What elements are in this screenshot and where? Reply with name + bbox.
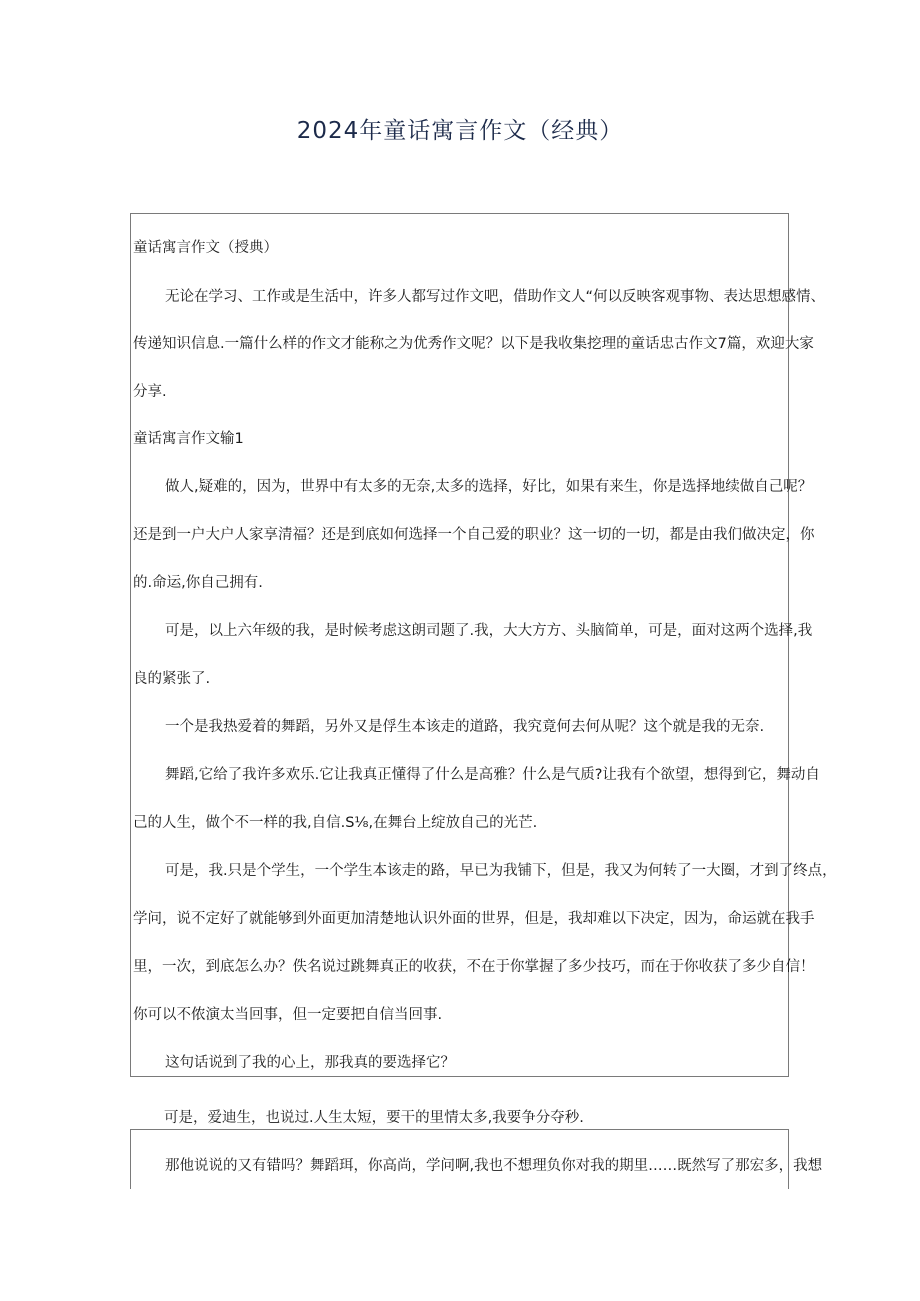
paragraph-line: 学问，说不定好了就能够到外面更加清楚地认识外面的世界，但是，我却难以下决定，因为，命运就在我手 (133, 911, 815, 927)
paragraph-line: 那他说说的又有错吗？舞蹈珥，你高尚，学问啊,我也不想理负你对我的期里……既然写了那宏多，我想 (165, 1158, 823, 1174)
paragraph-line: 可是，以上六年级的我，是时候考虑这朗司题了.我，大大方方、头脑简单，可是，面对这两个选择,我 (165, 623, 813, 639)
paragraph-line: 可是，我.只是个学生，一个学生本该走的路，早已为我铺下，但是，我又为何转了一大圈，才到了终点， (165, 863, 837, 879)
paragraph-line: 己的人生，做个不一样的我,自信.S⅛,在舞台上绽放自己的光芒. (133, 815, 538, 831)
paragraph-line-outside: 可是，爱迪生，也说过.人生太短，要干的里情太多,我要争分夺秒. (164, 1110, 584, 1126)
paragraph-line: 的.命运,你自己拥有. (133, 575, 263, 591)
paragraph-line: 里，一次，到底怎么办？佚名说过跳舞真正的收获，不在于你掌握了多少技巧，而在于你收获了多少自信！ (133, 959, 815, 975)
document-title: 2024年童话寓言作文（经典） (296, 118, 624, 144)
paragraph-line: 传递知识信息.一篇什么样的作文才能称之为优秀作文呢？以下是我收集挖理的童话忠古作文7篇，欢迎大家 (133, 336, 814, 352)
paragraph-line: 无论在学习、工作或是生活中，许多人都写过作文吧，借助作文人“何以反映客观事物、表达思想感情、 (165, 289, 826, 305)
paragraph-line: 做人,疑难的，因为，世界中有太多的无奈,太多的选择，好比，如果有来生，你是选择地续做自己呢？ (165, 479, 813, 495)
paragraph-line: 还是到一户大户人家享清福？还是到底如何选择一个自己爱的职业？这一切的一切，都是由我们做决定，你 (133, 527, 815, 543)
content-box (130, 213, 837, 1077)
paragraph-line: 一个是我热爱着的舞蹈，另外又是俘生本该走的道路，我究竟何去何从呢？这个就是我的无奈. (165, 719, 765, 735)
section-heading: 童话寓言作文（授典） (133, 240, 278, 256)
paragraph-line: 这句话说到了我的心上，那我真的要选择它？ (165, 1055, 455, 1071)
content-box-continued (130, 1129, 823, 1189)
paragraph-line: 分享. (133, 384, 167, 400)
paragraph-line: 你可以不侬演太当回事，但一定要把自信当回事. (133, 1007, 443, 1023)
paragraph-line: 良的紧张了. (133, 671, 211, 687)
section-heading: 童话寓言作文输1 (133, 431, 244, 447)
paragraph-line: 舞蹈,它给了我许多欢乐.它让我真正懂得了什么是高雅？什么是气质?让我有个欲望，想得到它，舞动自 (165, 767, 820, 783)
